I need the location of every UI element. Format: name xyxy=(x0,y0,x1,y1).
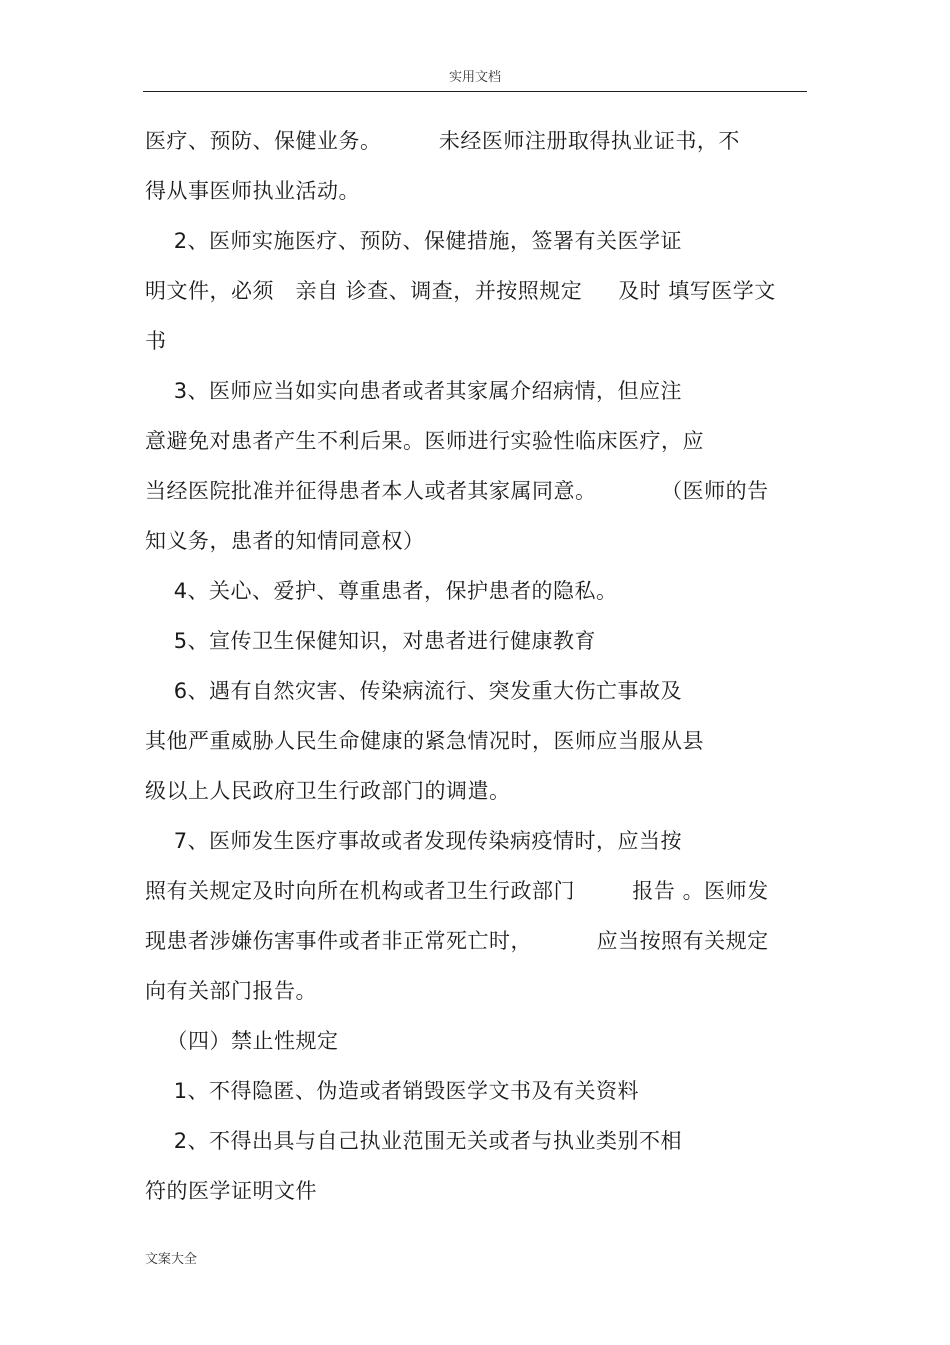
page-footer: 文案大全 xyxy=(145,1252,198,1267)
text-line: 5、宣传卫生保健知识，对患者进行健康教育 xyxy=(145,629,597,653)
text-line: 知义务，患者的知情同意权） xyxy=(145,529,425,553)
text-line: 1、不得隐匿、伪造或者销毁医学文书及有关资料 xyxy=(145,1079,640,1103)
text-line: 4、关心、爱护、尊重患者，保护患者的隐私。 xyxy=(145,579,618,603)
text-line: 书 xyxy=(145,329,167,353)
text-line: 2、医师实施医疗、预防、保健措施，签署有关医学证 xyxy=(145,229,683,253)
text-line: 7、医师发生医疗事故或者发现传染病疫情时，应当按 xyxy=(145,829,683,853)
header-divider xyxy=(143,91,807,92)
text-line: 向有关部门报告。 xyxy=(145,979,317,1003)
text-line: （四）禁止性规定 xyxy=(145,1029,339,1053)
text-line: 6、遇有自然灾害、传染病流行、突发重大伤亡事故及 xyxy=(145,679,683,703)
text-line: 医疗、预防、保健业务。 未经医师注册取得执业证书，不 xyxy=(145,129,740,153)
text-line: 符的医学证明文件 xyxy=(145,1179,317,1203)
text-line: 明文件，必须 亲自 诊查、调查，并按照规定 及时 填写医学文 xyxy=(145,279,776,303)
text-line: 级以上人民政府卫生行政部门的调遣。 xyxy=(145,779,511,803)
text-line: 现患者涉嫌伤害事件或者非正常死亡时， 应当按照有关规定 xyxy=(145,929,769,953)
page-header: 实用文档 xyxy=(448,70,501,85)
text-line: 其他严重威胁人民生命健康的紧急情况时，医师应当服从县 xyxy=(145,729,704,753)
text-line: 照有关规定及时向所在机构或者卫生行政部门 报告 。医师发 xyxy=(145,879,769,903)
text-line: 得从事医师执业活动。 xyxy=(145,179,360,203)
text-line: 意避免对患者产生不利后果。医师进行实验性临床医疗，应 xyxy=(145,429,704,453)
text-line: 3、医师应当如实向患者或者其家属介绍病情，但应注 xyxy=(145,379,683,403)
text-line: 2、不得出具与自己执业范围无关或者与执业类别不相 xyxy=(145,1129,683,1153)
text-line: 当经医院批准并征得患者本人或者其家属同意。 （医师的告 xyxy=(145,479,769,503)
